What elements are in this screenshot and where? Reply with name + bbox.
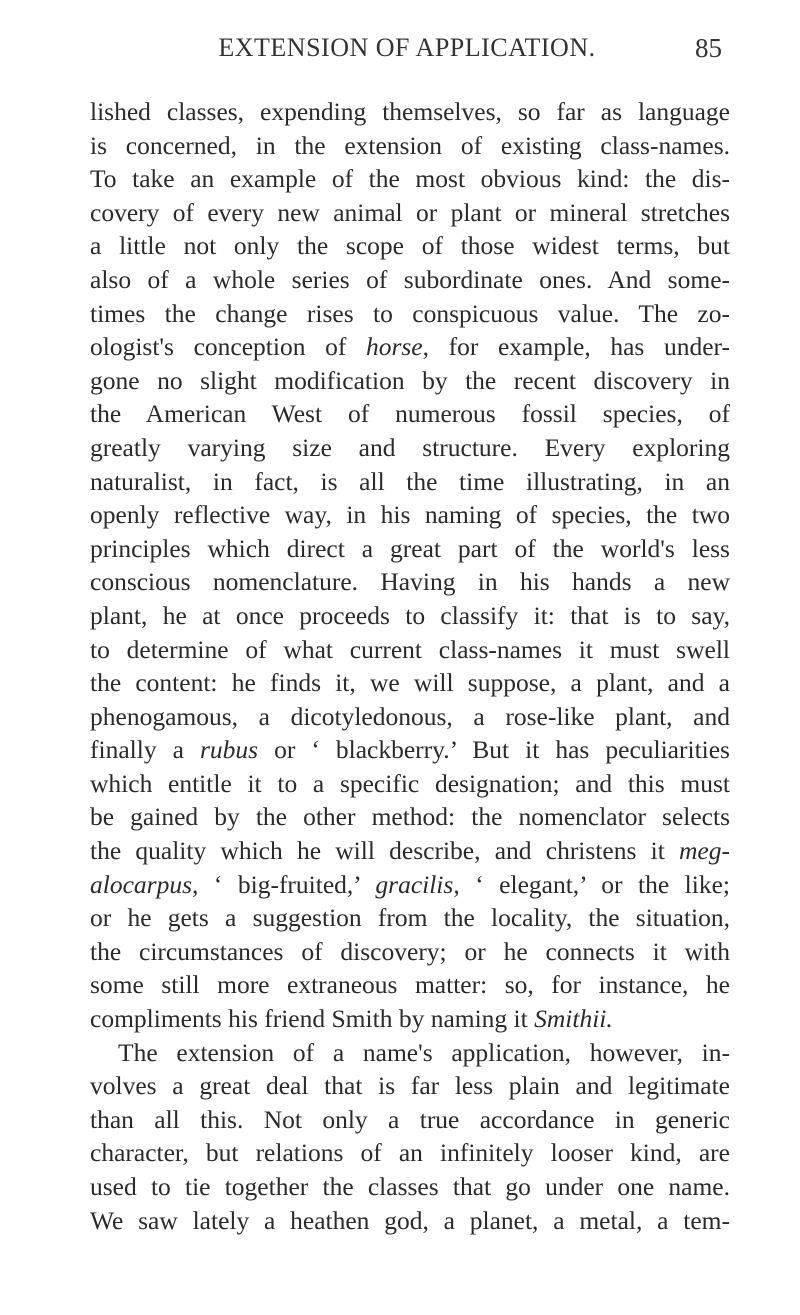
text-line: the content: he finds it, we will suppose, a plant, and a	[90, 668, 730, 698]
text-line: ologist's conception of horse, for example, has under-	[90, 332, 730, 362]
text-line: principles which direct a great part of the world's less	[90, 533, 730, 563]
text-line: gone no slight modification by the recent discovery in	[90, 365, 730, 395]
text-line: some still more extraneous matter: so, for instance, he	[90, 970, 730, 1000]
text-line: also of a whole series of subordinate ones. And some-	[90, 264, 730, 294]
text-line: character, but relations of an infinitely looser kind, are	[90, 1138, 730, 1168]
text-line: used to tie together the classes that go under one name.	[90, 1172, 730, 1201]
text-line: naturalist, in fact, is all the time illustrating, in an	[90, 466, 730, 496]
page-number: 85	[695, 33, 722, 63]
text-line: lished classes, expending themselves, so far as language	[90, 97, 730, 126]
text-line: which entitle it to a specific designation; and this must	[90, 768, 730, 798]
text-line: The extension of a name's application, however, in-	[118, 1037, 730, 1067]
text-line: is concerned, in the extension of existing class-names.	[90, 130, 730, 160]
text-line: the quality which he will describe, and christens it meg-	[90, 836, 730, 866]
text-line: than all this. Not only a true accordance in generic	[90, 1104, 730, 1134]
body-text	[90, 95, 730, 1237]
text-line: conscious nomenclature. Having in his hands a new	[90, 567, 730, 597]
text-line: We saw lately a heathen god, a planet, a metal, a tem-	[90, 1205, 730, 1235]
text-line: be gained by the other method: the nomenclator selects	[90, 802, 730, 832]
text-line: openly reflective way, in his naming of species, the two	[90, 500, 730, 530]
text-line: phenogamous, a dicotyledonous, a rose-like plant, and	[90, 701, 730, 731]
text-line: a little not only the scope of those widest terms, but	[90, 231, 730, 261]
text-line: to determine of what current class-names it must swell	[90, 634, 730, 664]
text-line: the circumstances of discovery; or he connects it with	[90, 936, 730, 966]
text-line: the American West of numerous fossil species, of	[90, 399, 730, 429]
text-line: plant, he at once proceeds to classify it: that is to say,	[90, 600, 730, 630]
running-head	[92, 28, 722, 68]
text-line: volves a great deal that is far less plain and legitimate	[90, 1071, 730, 1101]
text-line: times the change rises to conspicuous value. The zo-	[90, 298, 730, 328]
text-line: To take an example of the most obvious kind: the dis-	[90, 164, 730, 194]
text-line: covery of every new animal or plant or mineral stretches	[90, 197, 730, 227]
text-line: greatly varying size and structure. Every exploring	[90, 432, 730, 462]
text-line: alocarpus, ‘ big-fruited,’ gracilis, ‘ elegant,’ or the like;	[90, 869, 730, 899]
text-line: finally a rubus or ‘ blackberry.’ But it has peculiarities	[90, 735, 730, 765]
running-title: EXTENSION OF APPLICATION.	[218, 33, 596, 62]
text-line: compliments his friend Smith by naming it Smithii.	[90, 1004, 613, 1034]
text-line: or he gets a suggestion from the locality, the situation,	[90, 903, 730, 933]
